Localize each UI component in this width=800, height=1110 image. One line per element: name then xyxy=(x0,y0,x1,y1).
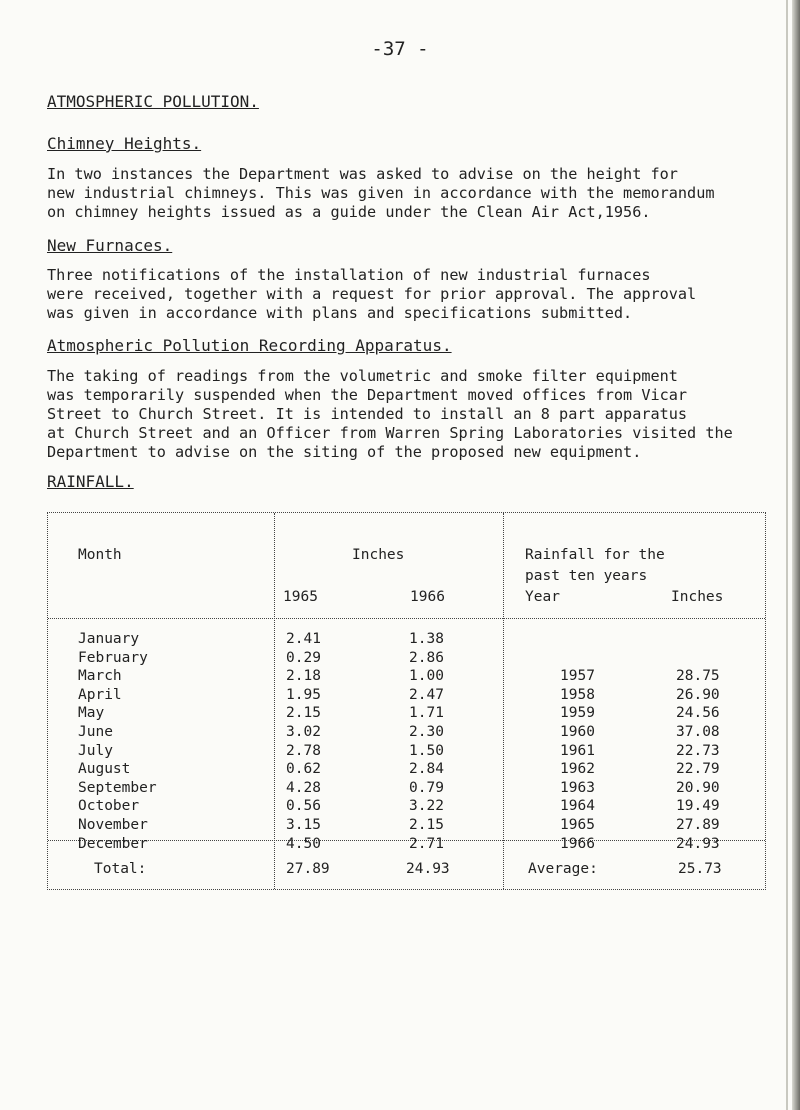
footer-total-1965: 27.89 xyxy=(286,861,330,877)
row-month: September xyxy=(78,779,157,796)
footer-average-value: 25.73 xyxy=(678,861,722,877)
row-year: 1966 xyxy=(560,835,595,852)
table-row xyxy=(48,724,765,742)
row-month: February xyxy=(78,649,148,666)
row-1966: 1.71 xyxy=(409,705,444,722)
row-1966: 2.71 xyxy=(409,835,444,852)
row-year: 1960 xyxy=(560,724,595,740)
header-inches: Inches xyxy=(352,547,405,563)
row-inches: 27.89 xyxy=(676,817,720,833)
row-1965: 1.95 xyxy=(286,686,321,703)
row-1965: 0.56 xyxy=(286,798,321,815)
row-1966: 0.79 xyxy=(409,779,444,796)
row-year: 1964 xyxy=(560,798,595,815)
row-1965: 0.29 xyxy=(286,649,321,666)
row-month: January xyxy=(78,631,140,647)
subheading-recording-apparatus: Atmospheric Pollution Recording Apparatus. xyxy=(47,336,452,355)
page-number: -37 - xyxy=(371,38,429,60)
row-1965: 3.02 xyxy=(286,724,321,740)
row-year: 1962 xyxy=(560,761,595,778)
table-row xyxy=(48,761,765,779)
table-row xyxy=(48,687,765,705)
header-past-inches: Inches xyxy=(671,589,724,605)
row-month: May xyxy=(78,705,105,722)
row-inches: 28.75 xyxy=(676,668,720,685)
row-inches: 19.49 xyxy=(676,798,720,815)
row-inches: 20.90 xyxy=(676,779,720,796)
header-month: Month xyxy=(78,547,122,563)
row-month: March xyxy=(78,668,122,685)
table-divider-header xyxy=(48,618,765,619)
row-1966: 2.84 xyxy=(409,761,444,778)
row-month: November xyxy=(78,817,148,833)
section-heading-atmospheric-pollution: ATMOSPHERIC POLLUTION. xyxy=(47,92,259,111)
row-1965: 2.78 xyxy=(286,742,321,759)
row-1965: 2.15 xyxy=(286,705,321,722)
row-1966: 1.50 xyxy=(409,742,444,759)
row-inches: 26.90 xyxy=(676,686,720,703)
row-month: April xyxy=(78,686,122,703)
table-row xyxy=(48,650,765,668)
row-1966: 2.86 xyxy=(409,649,444,666)
row-1965: 2.41 xyxy=(286,631,321,647)
row-1966: 1.00 xyxy=(409,668,444,685)
table-row xyxy=(48,780,765,798)
footer-total-1966: 24.93 xyxy=(406,861,450,877)
row-inches: 37.08 xyxy=(676,724,720,740)
section-heading-rainfall: RAINFALL. xyxy=(47,472,134,491)
row-inches: 24.93 xyxy=(676,835,720,852)
table-row xyxy=(48,705,765,723)
row-inches: 22.79 xyxy=(676,761,720,778)
row-1965: 2.18 xyxy=(286,668,321,685)
header-1965: 1965 xyxy=(283,589,318,605)
page-edge-shadow xyxy=(792,0,800,1110)
row-month: June xyxy=(78,724,113,740)
row-year: 1958 xyxy=(560,686,595,703)
table-row xyxy=(48,668,765,686)
row-1966: 2.30 xyxy=(409,724,444,740)
row-month: July xyxy=(78,742,113,759)
table-row xyxy=(48,836,765,854)
header-1966: 1966 xyxy=(410,589,445,605)
footer-average-label: Average: xyxy=(528,861,598,877)
row-1966: 2.47 xyxy=(409,686,444,703)
row-month: December xyxy=(78,835,148,852)
header-year: Year xyxy=(525,589,560,605)
row-inches: 24.56 xyxy=(676,705,720,722)
header-past-line1: Rainfall for the xyxy=(525,547,665,563)
row-year: 1961 xyxy=(560,742,595,759)
table-row xyxy=(48,817,765,835)
paragraph-recording-apparatus: The taking of readings from the volumetric and smoke filter equipment was temporarily suspended when the Department moved offices from Vicar Street to Church Street. It is intended to install an 8 part apparatus at Church Street and an Officer from Warren Spring Laboratories visited the Department to advise on the siting of the proposed new equipment. xyxy=(47,367,733,461)
row-1966: 1.38 xyxy=(409,631,444,647)
row-1966: 3.22 xyxy=(409,798,444,815)
paragraph-new-furnaces: Three notifications of the installation of new industrial furnaces were received, together with a request for prior approval. The approval was given in accordance with plans and specifications submitted. xyxy=(47,266,697,322)
row-year: 1957 xyxy=(560,668,595,685)
row-1965: 0.62 xyxy=(286,761,321,778)
table-row xyxy=(48,743,765,761)
row-1965: 4.28 xyxy=(286,779,321,796)
rainfall-table xyxy=(47,512,766,890)
row-month: October xyxy=(78,798,140,815)
row-year: 1959 xyxy=(560,705,595,722)
table-row xyxy=(48,798,765,816)
header-past-line2: past ten years xyxy=(525,568,648,584)
row-1965: 4.50 xyxy=(286,835,321,852)
subheading-chimney-heights: Chimney Heights. xyxy=(47,134,202,153)
row-1965: 3.15 xyxy=(286,817,321,833)
row-year: 1963 xyxy=(560,779,595,796)
row-1966: 2.15 xyxy=(409,817,444,833)
row-month: August xyxy=(78,761,131,778)
footer-total-label: Total: xyxy=(94,861,147,877)
paragraph-chimney-heights: In two instances the Department was asked to advise on the height for new industrial chimneys. This was given in accordance with the memorandum on chimney heights issued as a guide under the Clean Air Act,1956. xyxy=(47,165,715,221)
row-inches: 22.73 xyxy=(676,742,720,759)
row-year: 1965 xyxy=(560,817,595,833)
table-row xyxy=(48,631,765,649)
page-edge-line xyxy=(786,0,788,1110)
subheading-new-furnaces: New Furnaces. xyxy=(47,236,173,255)
